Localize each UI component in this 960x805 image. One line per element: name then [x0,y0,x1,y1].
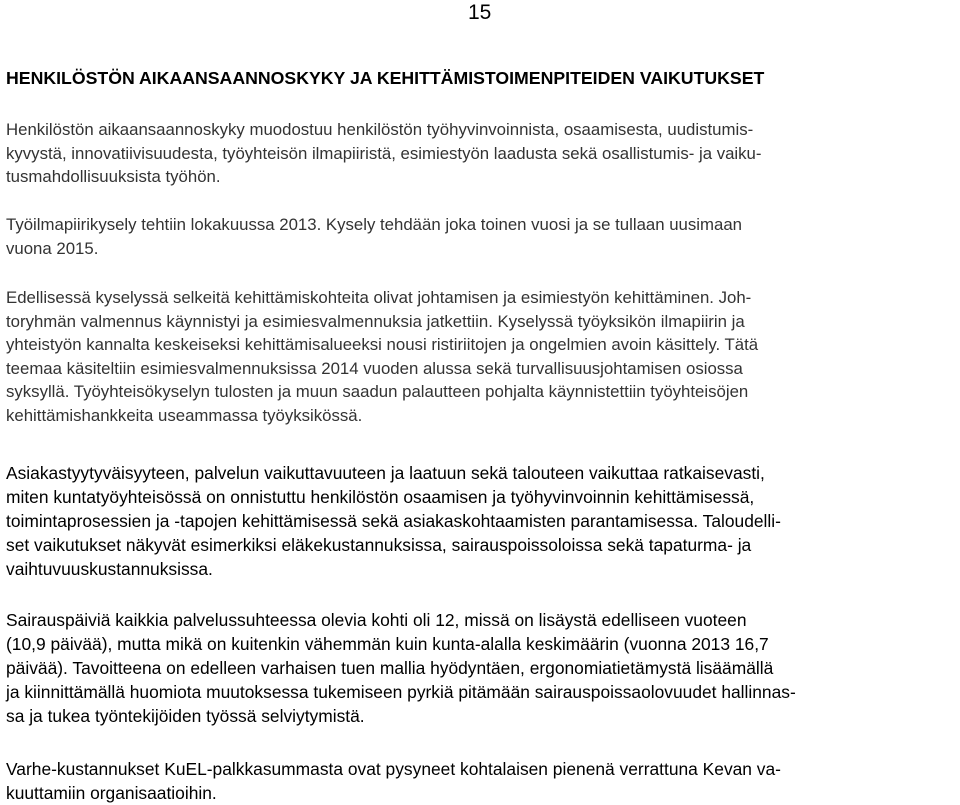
paragraph-line: vuona 2015. [6,238,99,258]
paragraph-line: sa ja tukea työntekijöiden työssä selviytymistä. [6,706,365,726]
page-number: 15 [468,1,492,24]
paragraph-line: teemaa käsiteltiin esimiesvalmennuksissa 2014 vuoden alussa sekä turvallisuusjohtamisen osiossa [6,358,743,378]
paragraph-4 [6,461,952,581]
paragraph-line: kehittämishankkeita useammassa työyksikössä. [6,405,363,425]
paragraph-line: tusmahdollisuuksista työhön. [6,167,221,186]
paragraph-line: toryhmän valmennus käynnistyi ja esimiesvalmennuksia jatkettiin. Kyselyssä työyksikön ilmapiirin ja [6,311,745,331]
paragraph-6 [6,757,952,805]
paragraph-line: Työilmapiirikysely tehtiin lokakuussa 2013. Kysely tehdään joka toinen vuosi ja se tullaan uusimaan [6,215,742,234]
paragraph-line: kyvystä, innovatiivisuudesta, työyhteisön ilmapiiristä, esimiestyön laadusta sekä osallistumis- ja vaiku- [6,143,762,163]
paragraph-line: kuuttamiin organisaatioihin. [6,783,217,803]
paragraph-line: Varhe-kustannukset KuEL-palkkasummasta ovat pysyneet kohtalaisen pienenä verrattuna Kevan va- [6,759,781,779]
paragraph-3 [6,286,952,427]
paragraph-line: Henkilöstön aikaansaannoskyky muodostuu henkilöstön työhyvinvoinnista, osaamisesta, uudistumis- [6,120,754,139]
paragraph-2 [6,213,952,260]
paragraph-line: vaihtuvuuskustannuksissa. [6,559,213,579]
paragraph-line: set vaikutukset näkyvät esimerkiksi eläkekustannuksissa, sairauspoissoloissa sekä tapaturma- ja [6,535,752,555]
paragraph-line: toimintaprosessien ja -tapojen kehittämisessä sekä asiakaskohtaamisten parantamisessa. Taloudelli- [6,511,781,531]
paragraph-line: päivää). Tavoitteena on edelleen varhaisen tuen mallia hyödyntäen, ergonomiatietämystä lisäämällä [6,658,774,678]
paragraph-1 [6,118,952,189]
paragraph-line: Asiakastyytyväisyyteen, palvelun vaikuttavuuteen ja laatuun sekä talouteen vaikuttaa ratkaisevasti, [6,463,765,483]
paragraph-5 [6,608,952,728]
paragraph-line: Sairauspäiviä kaikkia palvelussuhteessa olevia kohti oli 12, missä on lisäystä edelliseen vuoteen [6,610,747,630]
paragraph-line: yhteistyön kannalta keskeiseksi kehittämisalueeksi nousi ristiriitojen ja ongelmien avoin käsittely. Tätä [6,335,759,354]
section-heading: HENKILÖSTÖN AIKAANSAANNOSKYKY JA KEHITTÄMISTOIMENPITEIDEN VAIKUTUKSET [6,68,765,88]
paragraph-line: miten kuntatyöyhteisössä on onnistuttu henkilöstön osaamisen ja työhyvinvoinnin kehittämisessä, [6,487,755,507]
paragraph-line: ja kiinnittämällä huomiota muutoksessa tukemiseen pyrkiä pitämään sairauspoissaolovuudet hallinnas- [6,682,796,702]
paragraph-line: Edellisessä kyselyssä selkeitä kehittämiskohteita olivat johtamisen ja esimiestyön kehittäminen. Joh- [6,288,752,307]
paragraph-line: syksyllä. Työyhteisökyselyn tulosten ja muun saadun palautteen pohjalta käynnistettiin työyhteisöjen [6,382,749,401]
paragraph-line: (10,9 päivää), mutta mikä on kuitenkin vähemmän kuin kunta-alalla keskimäärin (vuonna 2013 16,7 [6,634,769,654]
